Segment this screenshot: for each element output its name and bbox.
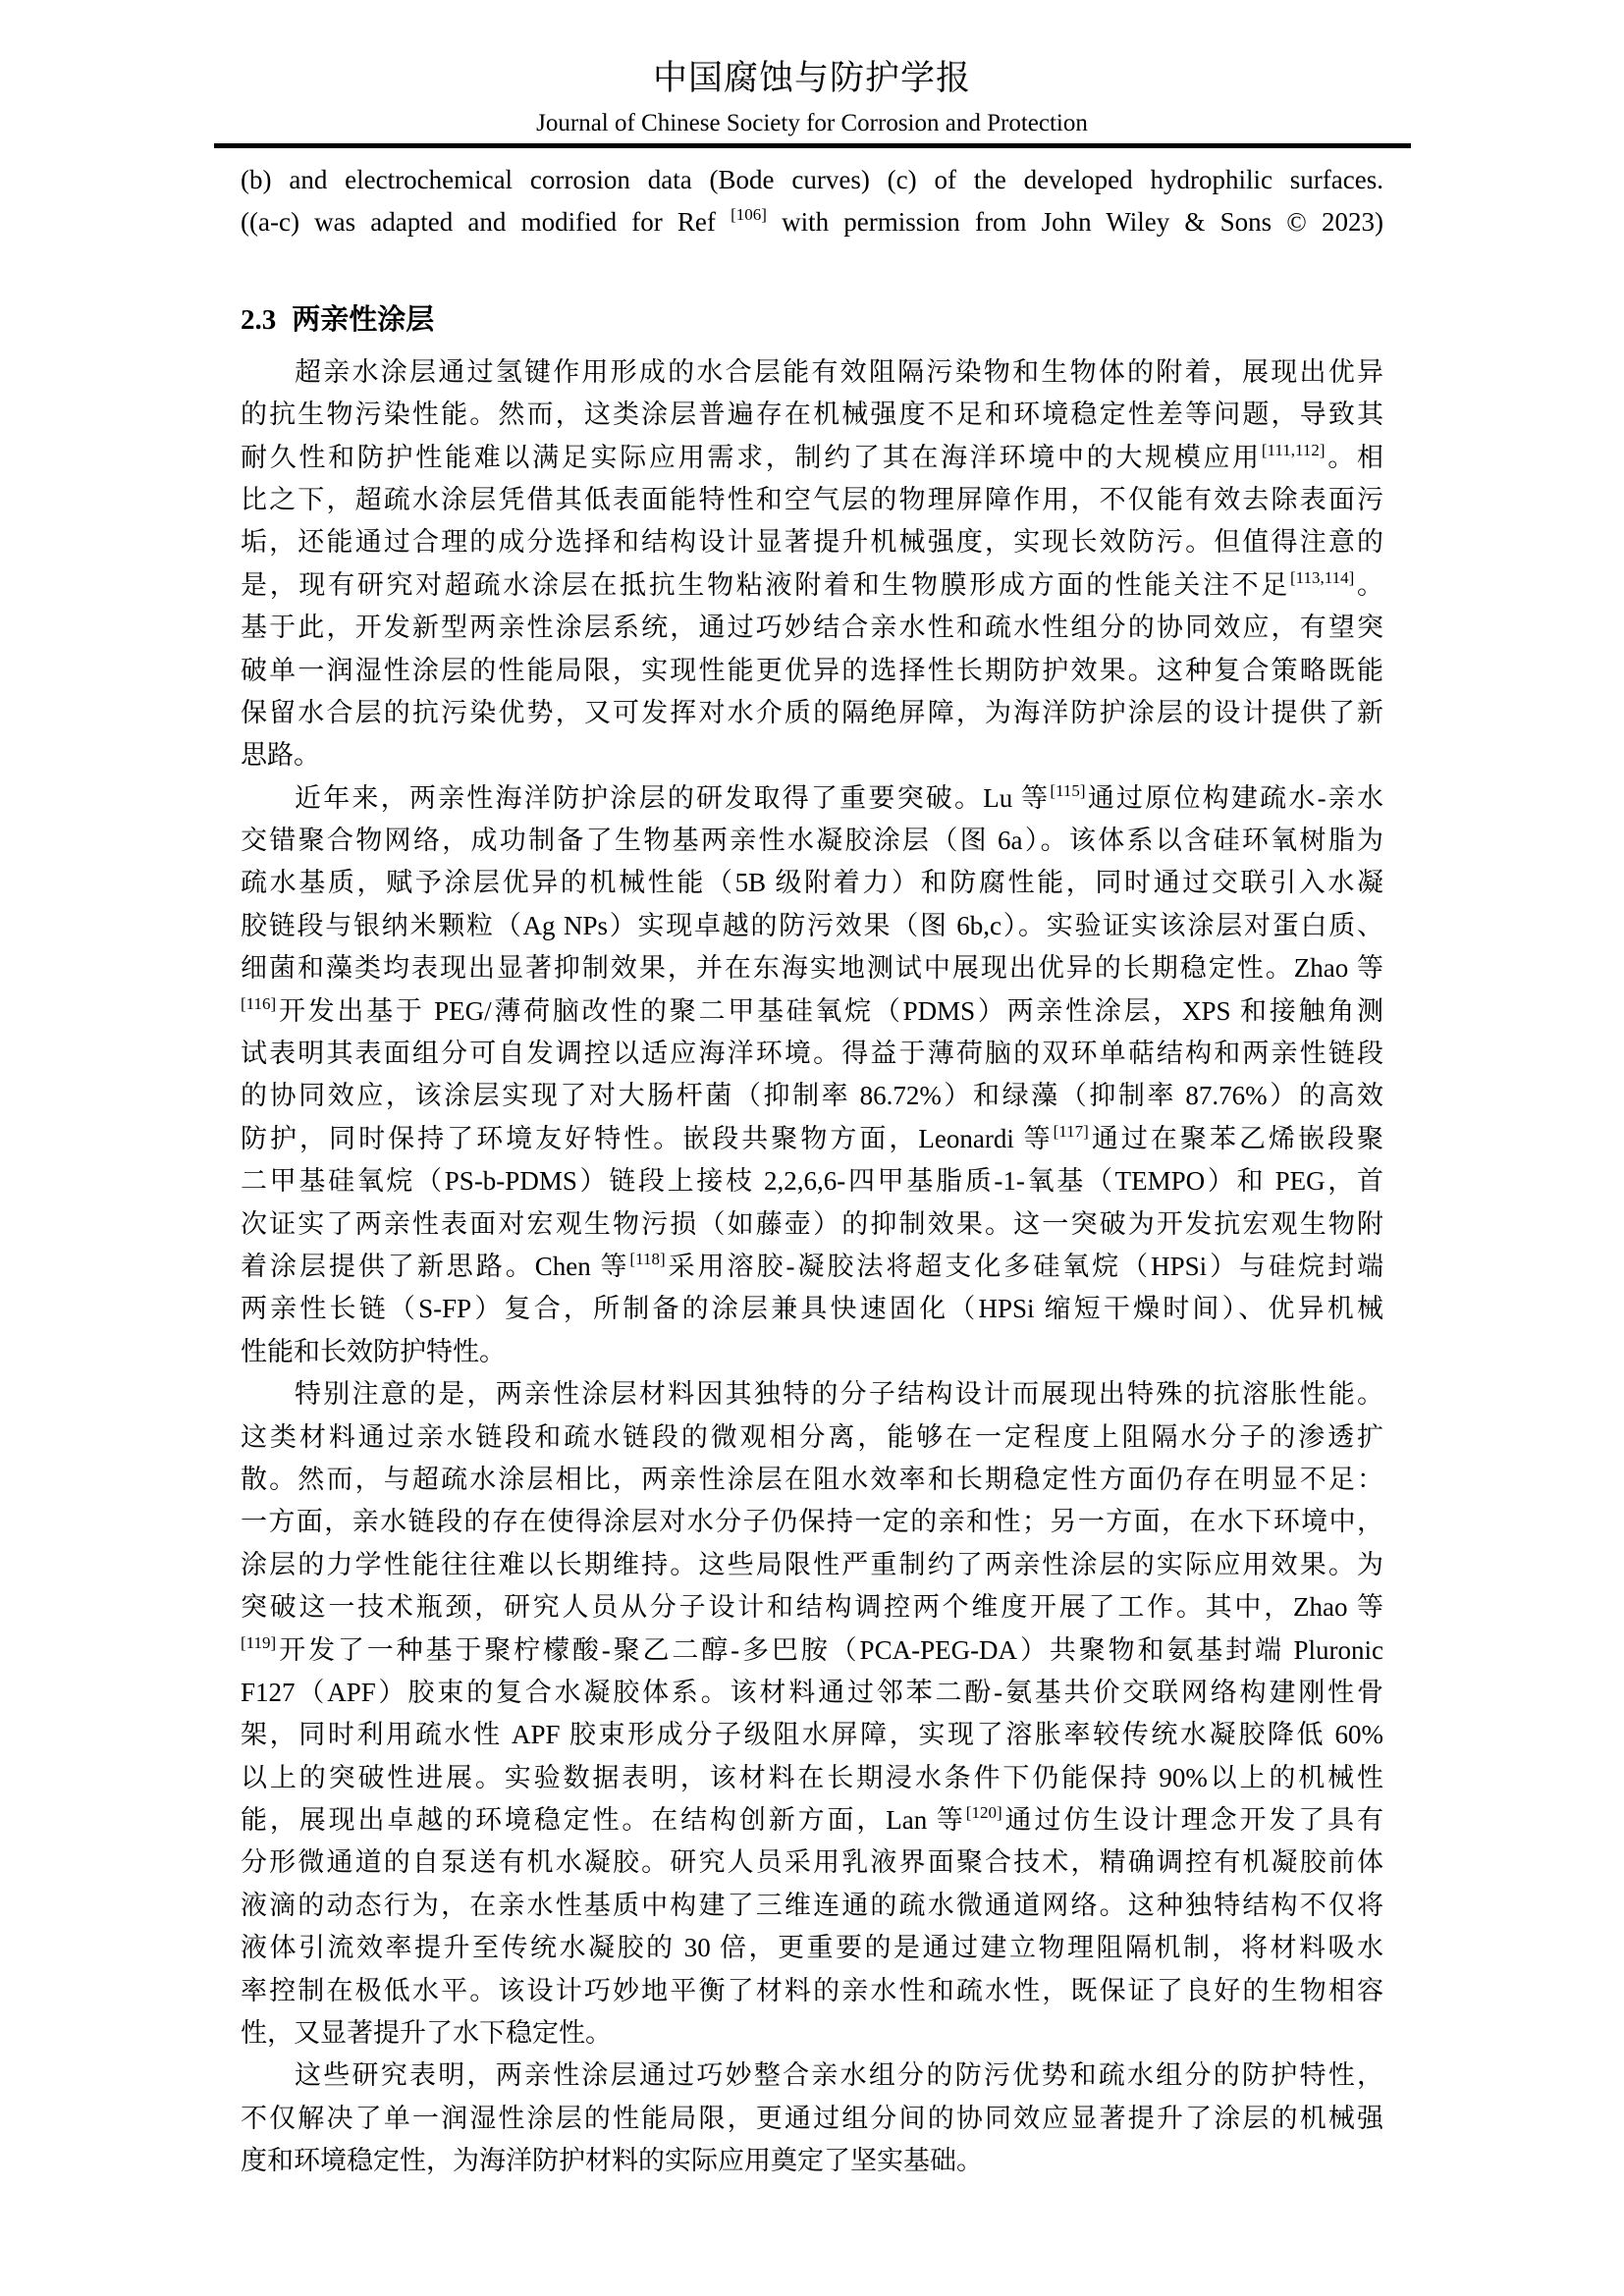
section-number: 2.3 (241, 303, 277, 336)
text-segment: 突破这一技术瓶颈，研究人员从分子设计和结构调控两个维度开展了工作。其中，Zhao 等 (241, 1592, 1383, 1623)
paragraph (241, 351, 1383, 777)
reference-superscript: [117] (1053, 1121, 1089, 1141)
text-line (241, 1246, 1383, 1288)
text-segment: 能，展现出卓越的环境稳定性。在结构创新方面，Lan 等 (241, 1805, 966, 1836)
text-segment: 采用溶胶-凝胶法将超支化多硅氧烷（HPSi）与硅烷封端 (665, 1251, 1383, 1281)
reference-superscript: [120] (965, 1803, 1002, 1823)
text-line (241, 1970, 1383, 2012)
text-segment: 通过原位构建疏水-亲水 (1085, 782, 1383, 813)
text-segment: 通过仿生设计理念开发了具有 (1001, 1805, 1383, 1836)
text-segment: 液滴的动态行为，在亲水性基质中构建了三维连通的疏水微通道网络。这种独特结构不仅将 (241, 1890, 1383, 1920)
text-segment: 特别注意的是，两亲性涂层材料因其独特的分子结构设计而展现出特殊的抗溶胀性能。 (295, 1379, 1383, 1410)
text-line (241, 159, 1383, 201)
text-segment: 率控制在极低水平。该设计巧妙地平衡了材料的亲水性和疏水性，既保证了良好的生物相容 (241, 1975, 1383, 2005)
text-line (241, 437, 1383, 479)
text-line (241, 1288, 1383, 1330)
text-segment: 胶链段与银纳米颗粒（Ag NPs）实现卓越的防污效果（图 6b,c）。实验证实该涂层对蛋白质、 (241, 910, 1383, 940)
text-line (241, 1118, 1383, 1160)
text-segment: 液体引流效率提升至传统水凝胶的 30 倍，更重要的是通过建立物理阻隔机制，将材料吸水 (241, 1933, 1383, 1963)
text-segment: 涂层的力学性能往往难以长期维持。这些局限性严重制约了两亲性涂层的实际应用效果。为 (241, 1549, 1383, 1579)
text-segment: 超亲水涂层通过氢键作用形成的水合层能有效阻隔污染物和生物体的附着，展现出优异 (295, 356, 1383, 387)
text-line (241, 905, 1383, 947)
text-line (241, 820, 1383, 862)
reference-superscript: [111,112] (1261, 440, 1326, 459)
text-line (241, 650, 1383, 692)
text-line (241, 1927, 1383, 1969)
paragraph (241, 777, 1383, 1373)
text-segment: 次证实了两亲性表面对宏观生物污损（如藤壶）的抑制效果。这一突破为开发抗宏观生物附 (241, 1208, 1383, 1239)
text-segment: 开发了一种基于聚柠檬酸-聚乙二醇-多巴胺（PCA-PEG-DA）共聚物和氨基封端 Pluronic (276, 1634, 1383, 1665)
text-segment: 分形微通道的自泵送有机水凝胶。研究人员采用乳液界面聚合技术，精确调控有机凝胶前体 (241, 1847, 1383, 1878)
text-line (241, 201, 1383, 243)
text-line (241, 1416, 1383, 1459)
text-segment: 这些研究表明，两亲性涂层通过巧妙整合亲水组分的防污优势和疏水组分的防护特性， (295, 2060, 1383, 2091)
text-segment: 垢，还能通过合理的成分选择和结构设计显著提升机械强度，实现长效防污。但值得注意的 (241, 527, 1383, 558)
text-line (241, 564, 1383, 607)
section-title: 两亲性涂层 (292, 303, 435, 336)
text-segment: 细菌和藻类均表现出显著抑制效果，并在东海实地测试中展现出优异的长期稳定性。Zhao 等 (241, 953, 1383, 984)
text-segment: 近年来，两亲性海洋防护涂层的研发取得了重要突破。Lu 等 (295, 782, 1051, 813)
text-line (241, 1501, 1383, 1543)
text-line (241, 1757, 1383, 1799)
text-segment: 开发出基于 PEG/薄荷脑改性的聚二甲基硅氧烷（PDMS）两亲性涂层，XPS 和接触角测 (276, 995, 1383, 1026)
text-segment: 这类材料通过亲水链段和疏水链段的微观相分离，能够在一定程度上阻隔水分子的渗透扩 (241, 1421, 1383, 1452)
header-rule (214, 143, 1411, 148)
text-line (241, 1629, 1383, 1672)
text-segment: F127（APF）胶束的复合水凝胶体系。该材料通过邻苯二酚-氨基共价交联网络构建刚性骨 (241, 1677, 1383, 1707)
text-line (241, 734, 1383, 776)
text-segment: 架，同时利用疏水性 APF 胶束形成分子级阻水屏障，实现了溶胀率较传统水凝胶降低 60% (241, 1720, 1383, 1750)
text-segment: 一方面，亲水链段的存在使得涂层对水分子仍保持一定的亲和性；另一方面，在水下环境中， (241, 1507, 1383, 1537)
text-segment: 交错聚合物网络，成功制备了生物基两亲性水凝胶涂层（图 6a）。该体系以含硅环氧树脂为 (241, 826, 1383, 856)
text-segment: 不仅解决了单一润湿性涂层的性能局限，更通过组分间的协同效应显著提升了涂层的机械强 (241, 2103, 1383, 2133)
reference-superscript: [119] (241, 1632, 277, 1652)
text-line (241, 2012, 1383, 2055)
text-line (241, 862, 1383, 904)
text-segment: ((a-c) was adapted and modified for Ref (241, 207, 731, 238)
text-segment: 二甲基硅氧烷（PS-b-PDMS）链段上接枝 2,2,6,6-四甲基脂质-1-氧基（TEMPO）和 PEG，首 (241, 1166, 1383, 1197)
text-line (241, 1459, 1383, 1501)
text-segment: 两亲性长链（S-FP）复合，所制备的涂层兼具快速固化（HPSi 缩短干燥时间）、优异机械 (241, 1294, 1383, 1324)
text-line (241, 1203, 1383, 1246)
text-line (241, 1586, 1383, 1629)
text-line (241, 1160, 1383, 1202)
text-segment: 着涂层提供了新思路。Chen 等 (241, 1251, 630, 1281)
text-segment: 是，现有研究对超疏水涂层在抵抗生物粘液附着和生物膜形成方面的性能关注不足 (241, 569, 1290, 600)
text-line (241, 1033, 1383, 1075)
reference-superscript: [115] (1050, 780, 1086, 800)
paragraph (241, 2055, 1383, 2182)
reference-superscript: [118] (629, 1249, 666, 1268)
text-line (241, 692, 1383, 734)
text-segment: 耐久性和防护性能难以满足实际应用需求，制约了其在海洋环境中的大规模应用 (241, 442, 1262, 472)
text-segment: 试表明其表面组分可自发调控以适应海洋环境。得益于薄荷脑的双环单萜结构和两亲性链段 (241, 1039, 1383, 1069)
reference-superscript: [116] (241, 993, 277, 1013)
text-segment: 。 (1354, 569, 1383, 600)
text-segment: 散。然而，与超疏水涂层相比，两亲性涂层在阻水效率和长期稳定性方面仍存在明显不足： (241, 1464, 1383, 1494)
text-line (241, 2055, 1383, 2097)
text-line (241, 351, 1383, 394)
text-segment: 破单一润湿性涂层的性能局限，实现性能更优异的选择性长期防护效果。这种复合策略既能 (241, 655, 1383, 685)
text-line (241, 394, 1383, 436)
paragraph (241, 1373, 1383, 2055)
text-line (241, 777, 1383, 820)
text-segment: 性，又显著提升了水下稳定性。 (241, 2018, 612, 2049)
text-line (241, 1075, 1383, 1117)
journal-title-zh: 中国腐蚀与防护学报 (652, 59, 971, 97)
text-segment: with permission from John Wiley & Sons © 2023) (766, 207, 1383, 238)
text-line (241, 479, 1383, 521)
text-line (241, 607, 1383, 649)
text-line (241, 2140, 1383, 2182)
text-segment: 的协同效应，该涂层实现了对大肠杆菌（抑制率 86.72%）和绿藻（抑制率 87.76%）的高效 (241, 1081, 1383, 1111)
text-segment: 的抗生物污染性能。然而，这类涂层普遍存在机械强度不足和环境稳定性差等问题，导致其 (241, 400, 1383, 430)
text-segment: 度和环境稳定性，为海洋防护材料的实际应用奠定了坚实基础。 (241, 2146, 983, 2176)
text-segment: 防护，同时保持了环境友好特性。嵌段共聚物方面，Leonardi 等 (241, 1123, 1054, 1153)
text-line (241, 1544, 1383, 1586)
figure-caption (241, 159, 1383, 244)
text-segment: 基于此，开发新型两亲性涂层系统，通过巧妙结合亲水性和疏水性组分的协同效应，有望突 (241, 613, 1383, 643)
journal-title-en: Journal of Chinese Society for Corrosion and Protection (536, 110, 1088, 136)
text-segment: 通过在聚苯乙烯嵌段聚 (1088, 1123, 1383, 1153)
text-line (241, 1885, 1383, 1927)
text-line (241, 1672, 1383, 1714)
text-line (241, 1331, 1383, 1373)
text-line (241, 947, 1383, 989)
text-line (241, 1842, 1383, 1884)
text-segment: 比之下，超疏水涂层凭借其低表面能特性和空气层的物理屏障作用，不仅能有效去除表面污 (241, 484, 1383, 514)
text-line (241, 521, 1383, 563)
text-segment: 性能和长效防护特性。 (241, 1336, 506, 1366)
reference-superscript: [113,114] (1290, 567, 1355, 587)
text-segment: 以上的突破性进展。实验数据表明，该材料在长期浸水条件下仍能保持 90%以上的机械性 (241, 1762, 1383, 1792)
text-line (241, 990, 1383, 1033)
text-segment: 疏水基质，赋予涂层优异的机械性能（5B 级附着力）和防腐性能，同时通过交联引入水凝 (241, 868, 1383, 898)
section-heading (241, 298, 1383, 343)
text-line (241, 1714, 1383, 1756)
text-segment: 思路。 (241, 740, 320, 771)
page-content (241, 159, 1383, 2183)
reference-superscript: [106] (731, 205, 767, 225)
text-segment: (b) and electrochemical corrosion data (Bode curves) (c) of the developed hydrophilic surfaces. (241, 165, 1383, 194)
text-line (241, 2098, 1383, 2140)
text-segment: 。相 (1325, 442, 1383, 472)
text-line (241, 1799, 1383, 1842)
text-segment: 保留水合层的抗污染优势，又可发挥对水介质的隔绝屏障，为海洋防护涂层的设计提供了新 (241, 697, 1383, 727)
text-line (241, 1373, 1383, 1415)
